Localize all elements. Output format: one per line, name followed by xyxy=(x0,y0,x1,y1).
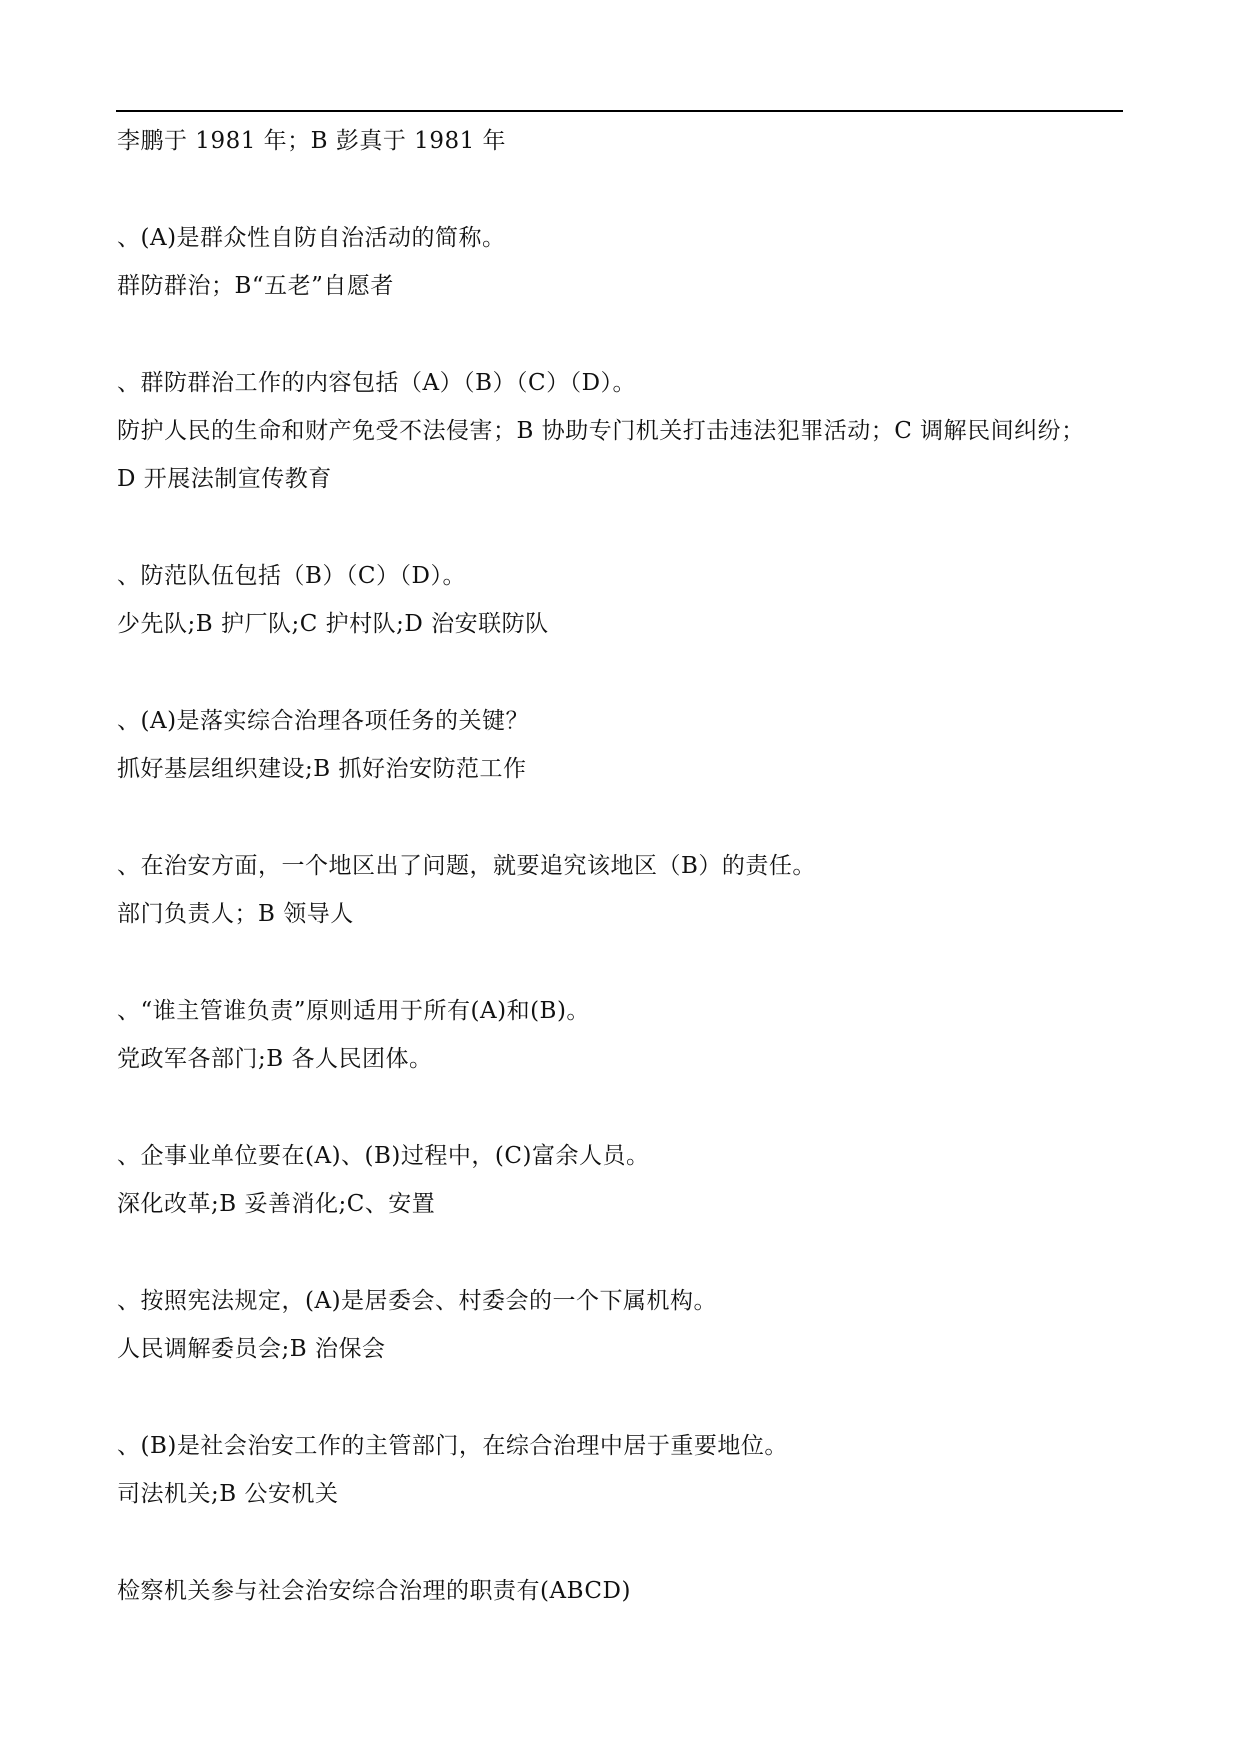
answer-line: 深化改革;B 妥善消化;C、安置 xyxy=(117,1191,436,1217)
answer-line: 党政军各部门;B 各人民团体。 xyxy=(117,1046,433,1072)
answer-line-continued: D 开展法制宣传教育 xyxy=(117,466,332,492)
question-line: 、(B)是社会治安工作的主管部门，在综合治理中居于重要地位。 xyxy=(117,1433,788,1459)
question-line: 、企事业单位要在(A)、(B)过程中，(C)富余人员。 xyxy=(117,1143,650,1169)
question-line: 、在治安方面，一个地区出了问题，就要追究该地区（B）的责任。 xyxy=(117,853,816,879)
question-line: 、“谁主管谁负责”原则适用于所有(A)和(B)。 xyxy=(117,998,590,1024)
question-line: 检察机关参与社会治安综合治理的职责有(ABCD) xyxy=(117,1578,631,1604)
document-body xyxy=(117,125,1127,1607)
question-line: 、(A)是落实综合治理各项任务的关键？ xyxy=(117,708,530,734)
answer-line: 人民调解委员会;B 治保会 xyxy=(117,1336,386,1362)
answer-line: 李鹏于 1981 年；B 彭真于 1981 年 xyxy=(117,128,507,154)
answer-line: 抓好基层组织建设;B 抓好治安防范工作 xyxy=(117,756,527,782)
header-rule xyxy=(116,110,1123,112)
answer-line: 部门负责人；B 领导人 xyxy=(117,901,354,927)
answer-line: 防护人民的生命和财产免受不法侵害；B 协助专门机关打击违法犯罪活动；C 调解民间纠纷； xyxy=(117,418,1085,444)
question-line: 、群防群治工作的内容包括（A）（B）（C）（D）。 xyxy=(117,370,637,396)
question-line: 、按照宪法规定，(A)是居委会、村委会的一个下属机构。 xyxy=(117,1288,718,1314)
answer-line: 司法机关;B 公安机关 xyxy=(117,1481,339,1507)
answer-line: 群防群治；B“五老”自愿者 xyxy=(117,273,394,299)
question-line: 、(A)是群众性自防自治活动的简称。 xyxy=(117,225,506,251)
answer-line: 少先队;B 护厂队;C 护村队;D 治安联防队 xyxy=(117,611,549,637)
question-line: 、防范队伍包括（B）（C）（D）。 xyxy=(117,563,466,589)
